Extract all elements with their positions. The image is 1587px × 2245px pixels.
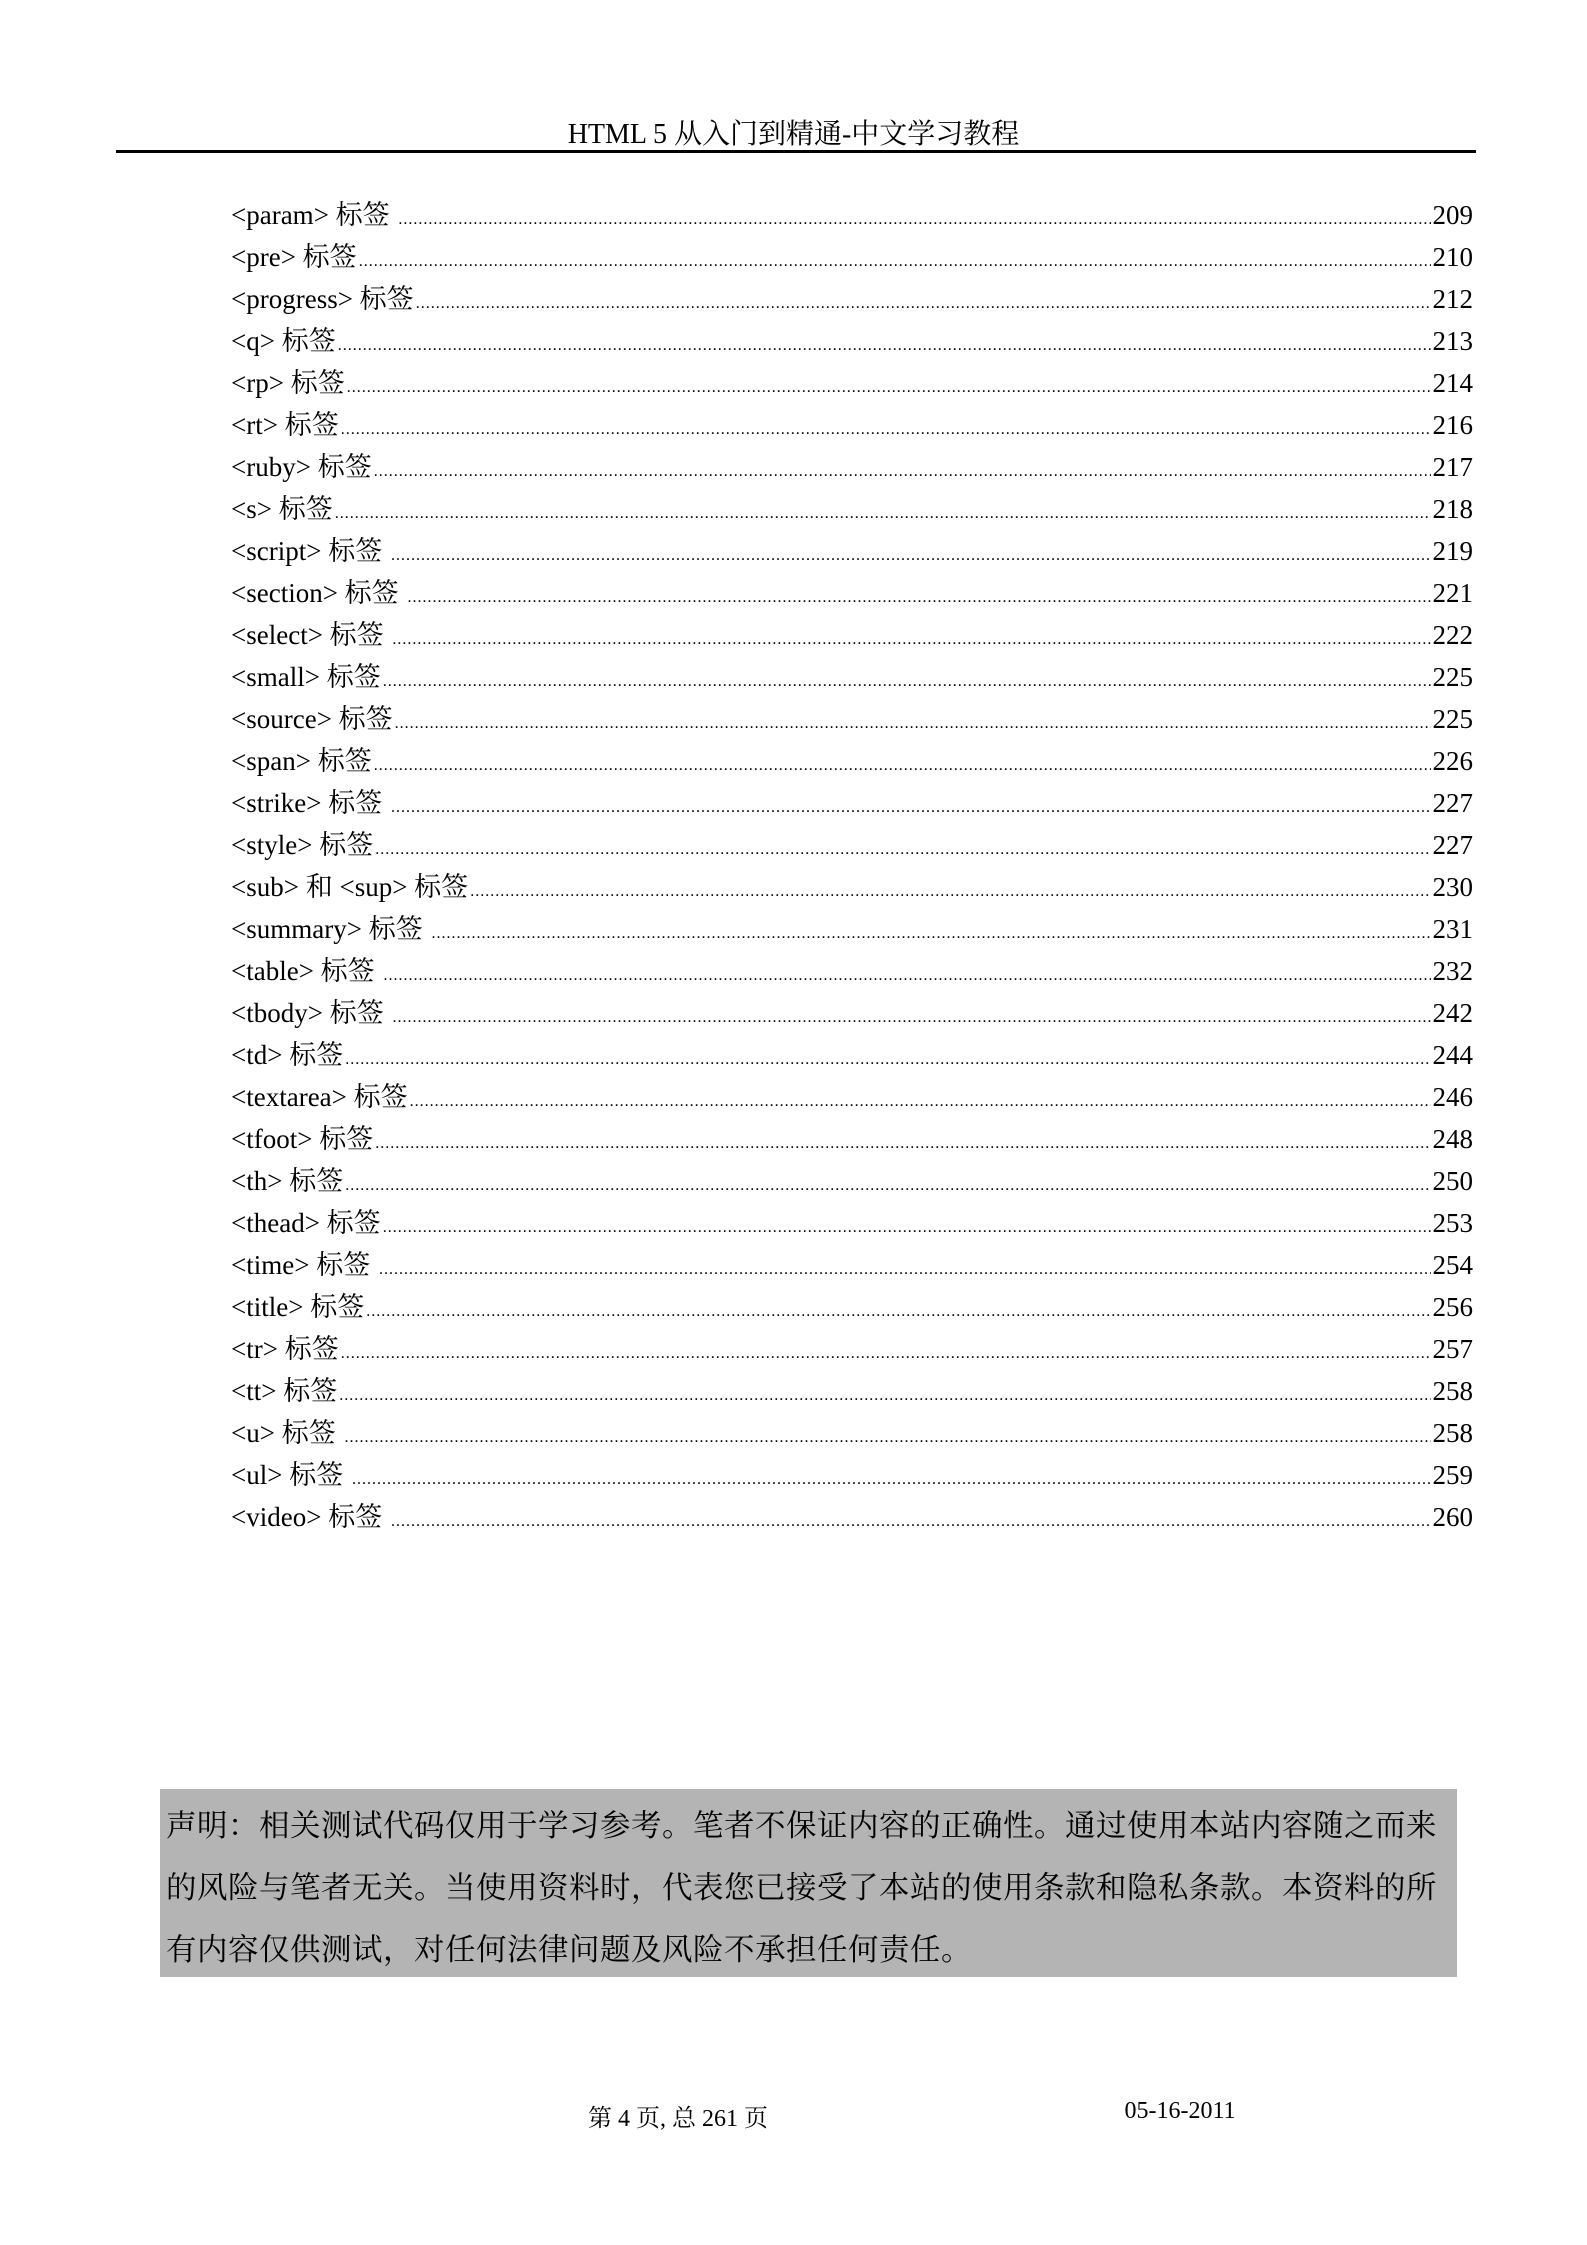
- toc-entry-page: 230: [1432, 872, 1473, 902]
- toc-entry-page: 250: [1432, 1166, 1473, 1196]
- toc-entry-label: <textarea> 标签: [231, 1082, 408, 1112]
- toc-leader-dots: [375, 1123, 1430, 1165]
- toc-entry-page: 218: [1432, 494, 1473, 524]
- toc-leader-dots: [359, 241, 1431, 283]
- toc-entry[interactable]: [231, 530, 1473, 572]
- toc-entry-page: 209: [1432, 200, 1473, 230]
- toc-entry-page: 259: [1432, 1460, 1473, 1490]
- toc-leader-dots: [339, 1375, 1430, 1417]
- toc-entry-label: <tt> 标签: [231, 1376, 338, 1406]
- toc-leader-dots: [335, 493, 1431, 535]
- toc-entry[interactable]: [231, 1286, 1473, 1328]
- toc-entry[interactable]: [231, 488, 1473, 530]
- toc-entry-page: 256: [1432, 1292, 1473, 1322]
- toc-entry-label: <style> 标签: [231, 830, 374, 860]
- toc-leader-dots: [395, 703, 1431, 745]
- toc-entry[interactable]: [231, 236, 1473, 278]
- toc-leader-dots: [410, 1081, 1431, 1123]
- disclaimer-text: 声明：相关测试代码仅用于学习参考。笔者不保证内容的正确性。通过使用本站内容随之而来的风险与笔者无关。当使用资料时，代表您已接受了本站的使用条款和隐私条款。本资料的所有内容仅供测试，对任何法律问题及风险不承担任何责任。: [166, 1809, 1437, 1967]
- toc-leader-dots: [338, 325, 1431, 367]
- toc-entry-label: <time> 标签: [231, 1250, 377, 1280]
- toc-leader-dots: [341, 409, 1431, 451]
- toc-entry-page: 227: [1432, 830, 1473, 860]
- toc-entry[interactable]: [231, 1202, 1473, 1244]
- toc-entry[interactable]: [231, 446, 1473, 488]
- toc-entry[interactable]: [231, 278, 1473, 320]
- toc-leader-dots: [392, 997, 1430, 1039]
- toc-entry-page: 221: [1432, 578, 1473, 608]
- toc-entry-label: <summary> 标签: [231, 914, 430, 944]
- toc-entry-label: <u> 标签: [231, 1418, 343, 1448]
- toc-leader-dots: [379, 1249, 1431, 1291]
- toc-entry-page: 258: [1432, 1376, 1473, 1406]
- toc-entry-page: 242: [1432, 998, 1473, 1028]
- toc-entry-page: 216: [1432, 410, 1473, 440]
- toc-leader-dots: [431, 913, 1430, 955]
- toc-entry[interactable]: [231, 1454, 1473, 1496]
- toc-entry[interactable]: [231, 194, 1473, 236]
- toc-leader-dots: [391, 1501, 1431, 1543]
- toc-entry-page: 254: [1432, 1250, 1473, 1280]
- toc-entry-page: 212: [1432, 284, 1473, 314]
- toc-entry-label: <tbody> 标签: [231, 998, 391, 1028]
- toc-entry-label: <tfoot> 标签: [231, 1124, 374, 1154]
- toc-entry-label: <table> 标签: [231, 956, 382, 986]
- toc-entry-page: 232: [1432, 956, 1473, 986]
- header-rule: [116, 150, 1476, 153]
- toc-entry-page: 213: [1432, 326, 1473, 356]
- toc-entry-page: 258: [1432, 1418, 1473, 1448]
- toc-entry-page: 214: [1432, 368, 1473, 398]
- toc-entry-label: <strike> 标签: [231, 788, 389, 818]
- toc-entry-page: 217: [1432, 452, 1473, 482]
- toc-entry-page: 219: [1432, 536, 1473, 566]
- toc-leader-dots: [352, 1459, 1431, 1501]
- toc-entry[interactable]: [231, 1328, 1473, 1370]
- toc-leader-dots: [398, 199, 1430, 241]
- toc-entry-page: 260: [1432, 1502, 1473, 1532]
- toc-entry[interactable]: [231, 1034, 1473, 1076]
- toc-entry-label: <progress> 标签: [231, 284, 414, 314]
- toc-leader-dots: [383, 955, 1430, 997]
- toc-entry[interactable]: [231, 320, 1473, 362]
- toc-entry[interactable]: [231, 992, 1473, 1034]
- toc-leader-dots: [470, 871, 1430, 913]
- toc-leader-dots: [341, 1333, 1431, 1375]
- toc-entry-page: 231: [1432, 914, 1473, 944]
- toc-entry-label: <rp> 标签: [231, 368, 345, 398]
- toc-leader-dots: [375, 829, 1430, 871]
- toc-entry[interactable]: [231, 1160, 1473, 1202]
- toc-entry[interactable]: [231, 740, 1473, 782]
- toc-entry-label: <ul> 标签: [231, 1460, 350, 1490]
- footer-date: 05-16-2011: [1124, 2098, 1236, 2124]
- toc-leader-dots: [407, 577, 1430, 619]
- toc-entry[interactable]: [231, 614, 1473, 656]
- toc-leader-dots: [383, 1207, 1431, 1249]
- toc-entry-label: <small> 标签: [231, 662, 381, 692]
- disclaimer-box: [160, 1789, 1457, 1977]
- toc-leader-dots: [383, 661, 1431, 703]
- footer-page-number: 第 4 页, 总 261 页: [588, 2106, 768, 2132]
- toc-entry-page: 225: [1432, 662, 1473, 692]
- toc-entry-label: <param> 标签: [231, 200, 397, 230]
- toc-entry[interactable]: [231, 1118, 1473, 1160]
- toc-leader-dots: [366, 1291, 1430, 1333]
- toc-entry-label: <section> 标签: [231, 578, 406, 608]
- toc-leader-dots: [345, 1165, 1430, 1207]
- toc-entry-label: <title> 标签: [231, 1292, 365, 1322]
- toc-entry-page: 227: [1432, 788, 1473, 818]
- toc-entry-page: 222: [1432, 620, 1473, 650]
- toc-entry-page: 244: [1432, 1040, 1473, 1070]
- toc-entry[interactable]: [231, 1370, 1473, 1412]
- toc-leader-dots: [374, 745, 1431, 787]
- toc-leader-dots: [392, 619, 1430, 661]
- toc-entry[interactable]: [231, 866, 1473, 908]
- toc-entry-label: <s> 标签: [231, 494, 333, 524]
- toc-leader-dots: [391, 535, 1431, 577]
- toc-entry[interactable]: [231, 1496, 1473, 1538]
- toc-entry[interactable]: [231, 950, 1473, 992]
- toc-entry[interactable]: [231, 362, 1473, 404]
- toc-entry-label: <thead> 标签: [231, 1208, 381, 1238]
- toc-entry-page: 257: [1432, 1334, 1473, 1364]
- toc-entry-label: <rt> 标签: [231, 410, 339, 440]
- toc-entry-label: <select> 标签: [231, 620, 391, 650]
- toc-leader-dots: [344, 1417, 1430, 1459]
- toc-entry-page: 248: [1432, 1124, 1473, 1154]
- toc-entry-label: <pre> 标签: [231, 242, 357, 272]
- toc-entry-label: <span> 标签: [231, 746, 372, 776]
- toc-entry[interactable]: [231, 1244, 1473, 1286]
- toc-leader-dots: [374, 451, 1431, 493]
- toc-entry-label: <video> 标签: [231, 1502, 389, 1532]
- toc-entry-label: <td> 标签: [231, 1040, 344, 1070]
- toc-entry-label: <tr> 标签: [231, 1334, 339, 1364]
- toc-entry[interactable]: [231, 782, 1473, 824]
- toc-entry[interactable]: [231, 698, 1473, 740]
- toc-leader-dots: [345, 1039, 1430, 1081]
- toc-entry-label: <source> 标签: [231, 704, 393, 734]
- toc-entry-page: 210: [1432, 242, 1473, 272]
- toc-entry-label: <q> 标签: [231, 326, 336, 356]
- toc-entry-page: 225: [1432, 704, 1473, 734]
- toc-leader-dots: [347, 367, 1431, 409]
- toc-entry-label: <script> 标签: [231, 536, 389, 566]
- toc-entry[interactable]: [231, 572, 1473, 614]
- page-header-title: HTML 5 从入门到精通-中文学习教程: [567, 119, 1020, 150]
- toc-entry-page: 246: [1432, 1082, 1473, 1112]
- toc-entry-label: <ruby> 标签: [231, 452, 372, 482]
- toc-entry[interactable]: [231, 1076, 1473, 1118]
- toc-entry[interactable]: [231, 824, 1473, 866]
- toc-entry-page: 253: [1432, 1208, 1473, 1238]
- toc-leader-dots: [391, 787, 1431, 829]
- toc-entry-label: <sub> 和 <sup> 标签: [231, 872, 469, 902]
- toc-entry[interactable]: [231, 908, 1473, 950]
- toc-entry[interactable]: [231, 404, 1473, 446]
- toc-leader-dots: [416, 283, 1431, 325]
- toc-entry-page: 226: [1432, 746, 1473, 776]
- toc-entry-label: <th> 标签: [231, 1166, 344, 1196]
- toc-entry[interactable]: [231, 656, 1473, 698]
- table-of-contents: [231, 194, 1473, 1538]
- toc-entry[interactable]: [231, 1412, 1473, 1454]
